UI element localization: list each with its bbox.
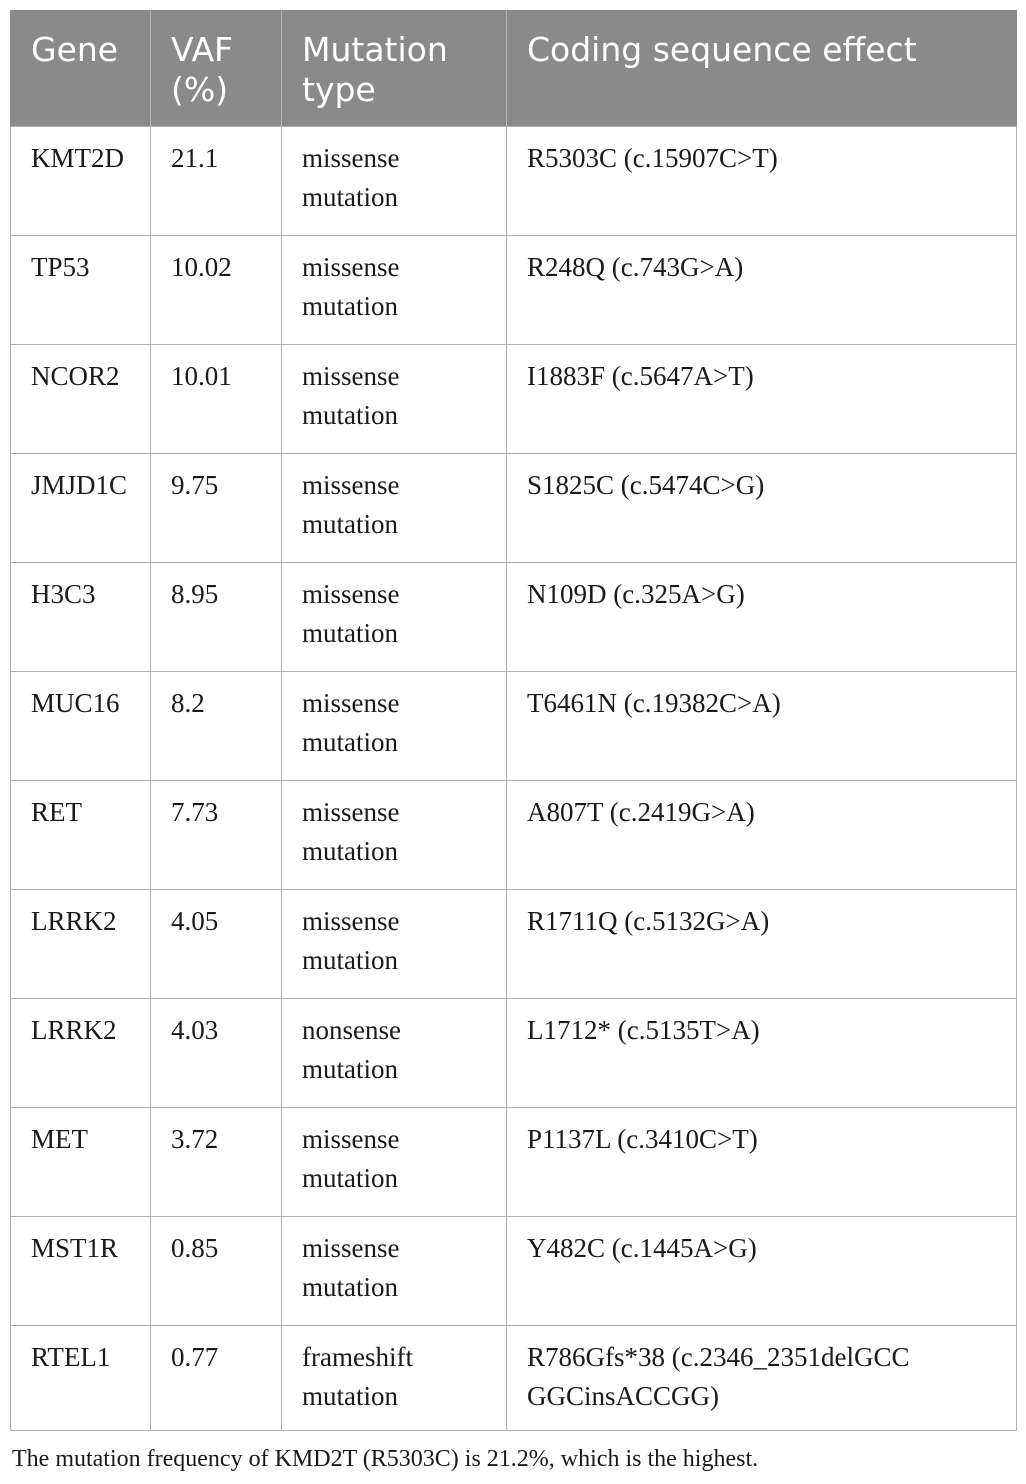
table-row xyxy=(11,781,1017,890)
cell-mutation-type: frameshift mutation xyxy=(282,1326,507,1431)
cell-coding-effect: L1712* (c.5135T>A) xyxy=(507,999,1017,1108)
cell-gene: MST1R xyxy=(11,1217,151,1326)
cell-vaf: 7.73 xyxy=(151,781,282,890)
cell-mutation-type: missense mutation xyxy=(282,563,507,672)
cell-vaf: 0.77 xyxy=(151,1326,282,1431)
cell-vaf: 8.95 xyxy=(151,563,282,672)
cell-coding-effect: P1137L (c.3410C>T) xyxy=(507,1108,1017,1217)
cell-mutation-type: missense mutation xyxy=(282,345,507,454)
cell-coding-effect: R248Q (c.743G>A) xyxy=(507,236,1017,345)
mutation-table-container xyxy=(10,10,1016,1431)
cell-coding-effect: S1825C (c.5474C>G) xyxy=(507,454,1017,563)
cell-coding-effect: A807T (c.2419G>A) xyxy=(507,781,1017,890)
cell-mutation-type: missense mutation xyxy=(282,1108,507,1217)
cell-vaf: 21.1 xyxy=(151,127,282,236)
table-row xyxy=(11,454,1017,563)
cell-vaf: 0.85 xyxy=(151,1217,282,1326)
cell-mutation-type: missense mutation xyxy=(282,781,507,890)
cell-vaf: 10.01 xyxy=(151,345,282,454)
cell-mutation-type: missense mutation xyxy=(282,1217,507,1326)
cell-gene: MUC16 xyxy=(11,672,151,781)
header-vaf: VAF (%) xyxy=(151,10,282,127)
cell-gene: RTEL1 xyxy=(11,1326,151,1431)
cell-gene: JMJD1C xyxy=(11,454,151,563)
cell-coding-effect: R1711Q (c.5132G>A) xyxy=(507,890,1017,999)
cell-vaf: 3.72 xyxy=(151,1108,282,1217)
table-row xyxy=(11,1108,1017,1217)
cell-gene: KMT2D xyxy=(11,127,151,236)
cell-coding-effect: R5303C (c.15907C>T) xyxy=(507,127,1017,236)
cell-gene: LRRK2 xyxy=(11,890,151,999)
table-row xyxy=(11,345,1017,454)
cell-mutation-type: missense mutation xyxy=(282,672,507,781)
header-mutation-type: Mutation type xyxy=(282,10,507,127)
header-row xyxy=(11,10,1017,127)
cell-coding-effect: I1883F (c.5647A>T) xyxy=(507,345,1017,454)
cell-mutation-type: missense mutation xyxy=(282,236,507,345)
cell-vaf: 9.75 xyxy=(151,454,282,563)
cell-vaf: 8.2 xyxy=(151,672,282,781)
table-row xyxy=(11,672,1017,781)
cell-coding-effect: Y482C (c.1445A>G) xyxy=(507,1217,1017,1326)
cell-gene: TP53 xyxy=(11,236,151,345)
table-footnote: The mutation frequency of KMD2T (R5303C) is 21.2%, which is the highest. xyxy=(12,1446,759,1472)
table-row xyxy=(11,1326,1017,1431)
cell-coding-effect: R786Gfs*38 (c.2346_2351delGCC GGCinsACCGG) xyxy=(507,1326,1017,1431)
cell-mutation-type: missense mutation xyxy=(282,454,507,563)
header-gene: Gene xyxy=(11,10,151,127)
cell-mutation-type: missense mutation xyxy=(282,890,507,999)
cell-gene: H3C3 xyxy=(11,563,151,672)
table-body xyxy=(11,127,1017,1431)
table-row xyxy=(11,127,1017,236)
cell-mutation-type: missense mutation xyxy=(282,127,507,236)
cell-gene: MET xyxy=(11,1108,151,1217)
table-row xyxy=(11,563,1017,672)
table-row xyxy=(11,1217,1017,1326)
cell-coding-effect: N109D (c.325A>G) xyxy=(507,563,1017,672)
cell-gene: RET xyxy=(11,781,151,890)
cell-mutation-type: nonsense mutation xyxy=(282,999,507,1108)
table-header xyxy=(11,10,1017,127)
cell-coding-effect: T6461N (c.19382C>A) xyxy=(507,672,1017,781)
table-row xyxy=(11,890,1017,999)
cell-gene: LRRK2 xyxy=(11,999,151,1108)
cell-vaf: 10.02 xyxy=(151,236,282,345)
table-row xyxy=(11,236,1017,345)
cell-gene: NCOR2 xyxy=(11,345,151,454)
header-coding-effect: Coding sequence effect xyxy=(507,10,1017,127)
mutation-table xyxy=(10,10,1017,1431)
table-row xyxy=(11,999,1017,1108)
cell-vaf: 4.05 xyxy=(151,890,282,999)
cell-vaf: 4.03 xyxy=(151,999,282,1108)
